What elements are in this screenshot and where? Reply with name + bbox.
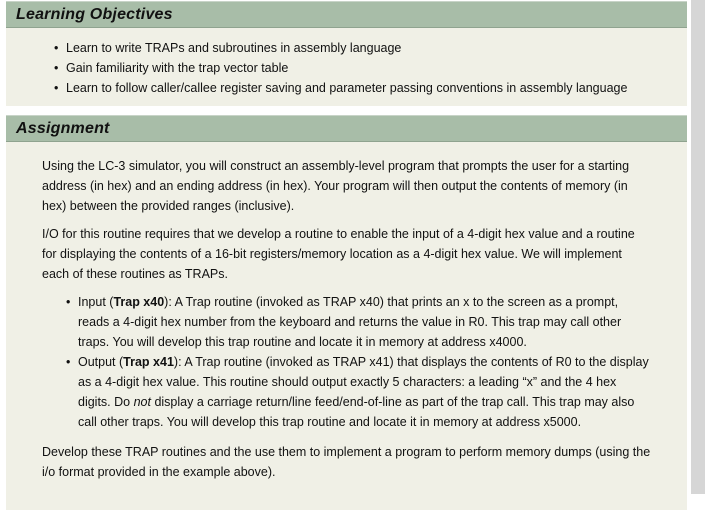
list-item: • Learn to write TRAPs and subroutines in assembly language	[66, 38, 687, 58]
learning-objectives-section	[6, 1, 687, 106]
assignment-title: Assignment	[16, 120, 110, 137]
trap-input-description: ): A Trap routine (invoked as TRAP x40) that prints an x to the screen as a prompt, reads a 4-digit hex number from the keyboard and returns the value in R0. This trap may call other traps. You will develop this trap routine and locate it in memory at address x4000.	[78, 295, 622, 349]
assignment-intro-paragraph: Using the LC-3 simulator, you will construct an assembly-level program that prompts the user for a starting address (in hex) and an ending address (in hex). Your program will then output the contents of memory (in hex) between the provided ranges (inclusive).	[42, 159, 630, 213]
assignment-section	[6, 115, 687, 510]
trap-output-description: ): A Trap routine (invoked as TRAP x41) that displays the contents of R0 to the display as a 4-digit hex value. This routine should output exactly 5 characters: a leading “x” and the 4 hex digits. Do	[78, 355, 649, 409]
assignment-final-paragraph: Develop these TRAP routines and the use them to implement a program to perform memory dumps (using the i/o format provided in the example above).	[42, 445, 651, 479]
page-scrollbar[interactable]	[691, 0, 705, 494]
assignment-io-paragraph: I/O for this routine requires that we develop a routine to enable the input of a 4-digit hex value and a routine for displaying the contents of a 16-bit registers/memory location as a 4-digit hex value. We will implement each of these routines as TRAPs.	[42, 227, 635, 281]
trap-input-item	[78, 292, 651, 352]
trap-output-prefix: Output (	[78, 355, 124, 369]
list-item: • Gain familiarity with the trap vector table	[66, 58, 687, 78]
learning-objectives-header	[6, 1, 687, 28]
list-item: • Learn to follow caller/callee register saving and parameter passing conventions in assembly language	[66, 78, 687, 98]
trap-output-emphasis: not	[133, 395, 151, 409]
trap-output-name: Trap x41	[123, 355, 174, 369]
trap-output-item	[78, 352, 651, 432]
learning-objectives-body	[6, 28, 687, 106]
trap-list	[42, 292, 651, 432]
learning-objectives-title: Learning Objectives	[16, 6, 173, 23]
assignment-header	[6, 115, 687, 142]
objectives-list	[6, 38, 687, 98]
trap-output-description-rest: display a carriage return/line feed/end-of-line as part of the trap call. This trap may also call other traps. You will develop this trap routine and locate it in memory at address x5000.	[78, 395, 635, 429]
trap-input-name: Trap x40	[113, 295, 165, 309]
assignment-body	[6, 142, 687, 510]
trap-input-prefix: Input (	[78, 295, 114, 309]
